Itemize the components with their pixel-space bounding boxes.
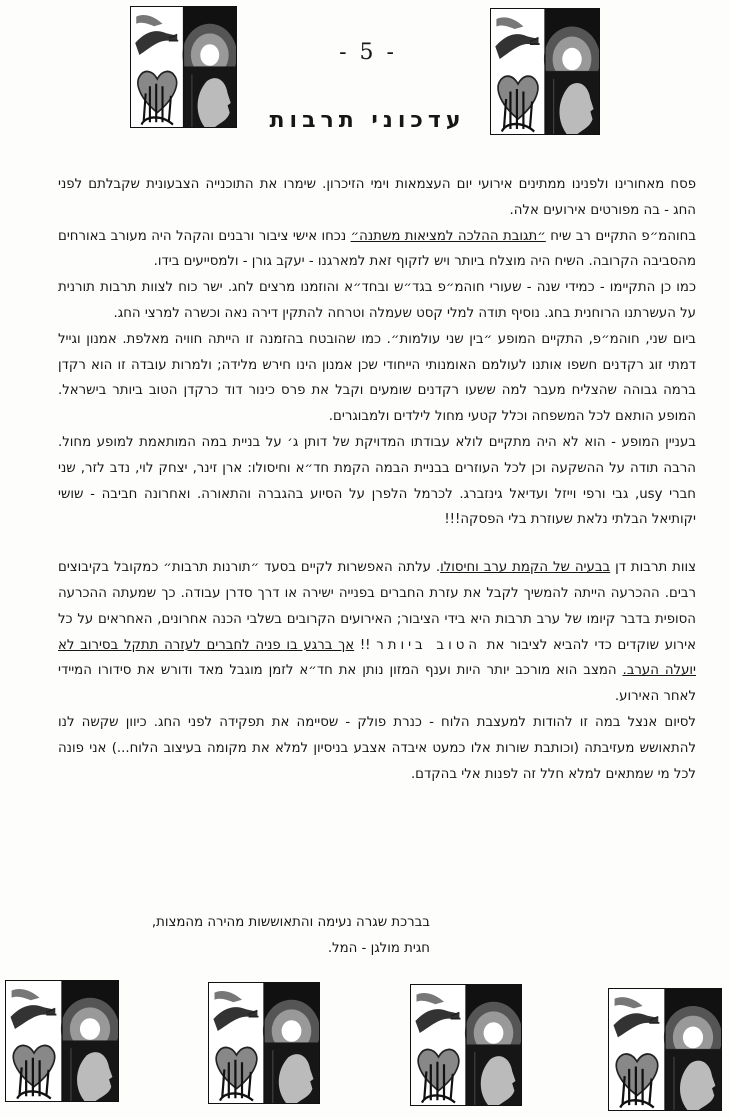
refusal-warning: אך ברגע בו פניה לחברים לעזרה תתקל בסירוב לא יועלה הערב. [58, 637, 696, 679]
paragraph-thanks: בעניין המופע - הוא לא היה מתקיים לולא עבודתו המדויקת של דותן ג׳ על בניית במה המותאמת למופע מחול. הרבה תודה על ההשקעה וכן לכל העוזרים בבניית הבמה הקמת חד״א וחיסולו: ארן זינר, יצחק לוי, נדב לזר, שני חברי usy, גבי ורפי וייזל ועדיאל גינזברג. לכרמל הלפרן על הסיוע בהגברה והתאורה. ואחרונה חביבה - שושי יקותיאל הבלתי נלאת שעוזרת בלי הפסקה!!! [58, 434, 696, 528]
article-body [58, 172, 696, 787]
paragraph-closing-thanks: לסיום אנצל במה זו להודות למעצבת הלוח - כנרת פולק - שסיימה את תפקידה לפני החג. כיוון שקשה לנו להתאושש מעזיבתה (וכותבת שורות אלו כמעט איבדה אצבע בניסיון למלא את מקומה בעיצוב הלוח...) אני פונה לכל מי שמתאים למלא חלל זה לפנות אלי בהקדם. [58, 714, 696, 782]
emblem-bottom-1 [5, 980, 119, 1102]
signature-block [70, 910, 430, 962]
paragraph-passover: פסח מאחורינו ולפנינו ממתינים אירועי יום העצמאות וימי הזיכרון. שימרו את התוכנייה הצבעונית שקבלתם לפני החג - בה מפורטים אירועים אלה. [58, 177, 696, 218]
paragraph-show: ביום שני, חוהמ״פ, התקיים המופע ״בין שני עולמות״. כמו שהובטח בהזמנה זו הייתה חוויה מאלפת. אמנון וגייל דמתי זוג רקדנים חשפו אותנו לעולמם האומנותי הייחודי שכן אמנון הינו חירש מלידה; ולמרות עובדה זו הוא רקדן ברמה גבוהה שהצליח מעבר למה ששעו רקדנים שומעים וקבל את פרס כינור דוד כרקדן הטוב ביותר בישראל. המופע הותאם לכל המשפחה וכלל קטעי מחול לילדים ולמבוגרים. [58, 331, 696, 425]
paragraph-lessons: כמו כן התקיימו - כמידי שנה - שעורי חוהמ״פ בגד״ש ובחד״א והוזמנו מרצים לחג. ישר כוח לצוות תרבות תורנית על העשרתנו הרוחנית בחג. נוסיף תודה למלי קסט שעמלה וטרחה להתקין דירה נאה וכשרה למרצי החג. [58, 280, 696, 321]
emblem-top-left [130, 6, 237, 128]
closing-signature: חגית מולגן - המל. [327, 941, 430, 956]
paragraph-panel: בחוהמ״פ התקיים רב שיח ״תגובת ההלכה למציאות משתנה״ נכחו אישי ציבור ורבנים והקהל היה מעורב באורחים מהסביבה הקרובה. השיח היה מוצלח ביותר ויש לזקוף זאת למארגנו - יעקב גורן - ולמסייעים בידו. [58, 228, 697, 270]
emblem-bottom-2 [208, 982, 320, 1104]
paragraph-culture-team: צוות תרבות דן בבעיה של הקמת ערב וחיסולו. עלתה האפשרות לקיים בסעד ״תורנות תרבות״ כמקובל בקיבוצים רבים. ההכרעה הייתה להמשיך לקבל את עזרת החברים בפנייה ישירה או דרך סדרן עבודה. כך שמעתה ההכרעה הסופית בדבר קיומו של ערב תרבות היא בידי הציבור; האירועים הקרובים בשלבי הכנה אחרונים, האחראים על כל אירוע שוקדים כדי להביא לציבור את הטוב ביותר !! אך ברגע בו פניה לחברים לעזרה תתקל בסירוב לא יועלה הערב. המצב הוא מורכב יותר היות וענף המזון נותן את חד״א לזמן מוגבל מאד ודורש את סידורו המיידי לאחר האירוע. [58, 560, 697, 705]
emblem-top-right [490, 8, 600, 135]
emblem-bottom-3 [410, 984, 522, 1106]
page-number: - 5 - [339, 40, 397, 65]
emblem-bottom-4 [608, 988, 722, 1111]
panel-title: ״תגובת ההלכה למציאות משתנה״ [350, 228, 546, 244]
issue-highlight: בבעיה של הקמת ערב וחיסולו [440, 560, 611, 576]
best-phrase: הטוב ביותר [376, 637, 482, 653]
page-title: עדכוני תרבות [269, 108, 466, 133]
closing-greeting: בברכת שגרה נעימה והתאוששות מהירה מהמצות, [151, 915, 430, 930]
